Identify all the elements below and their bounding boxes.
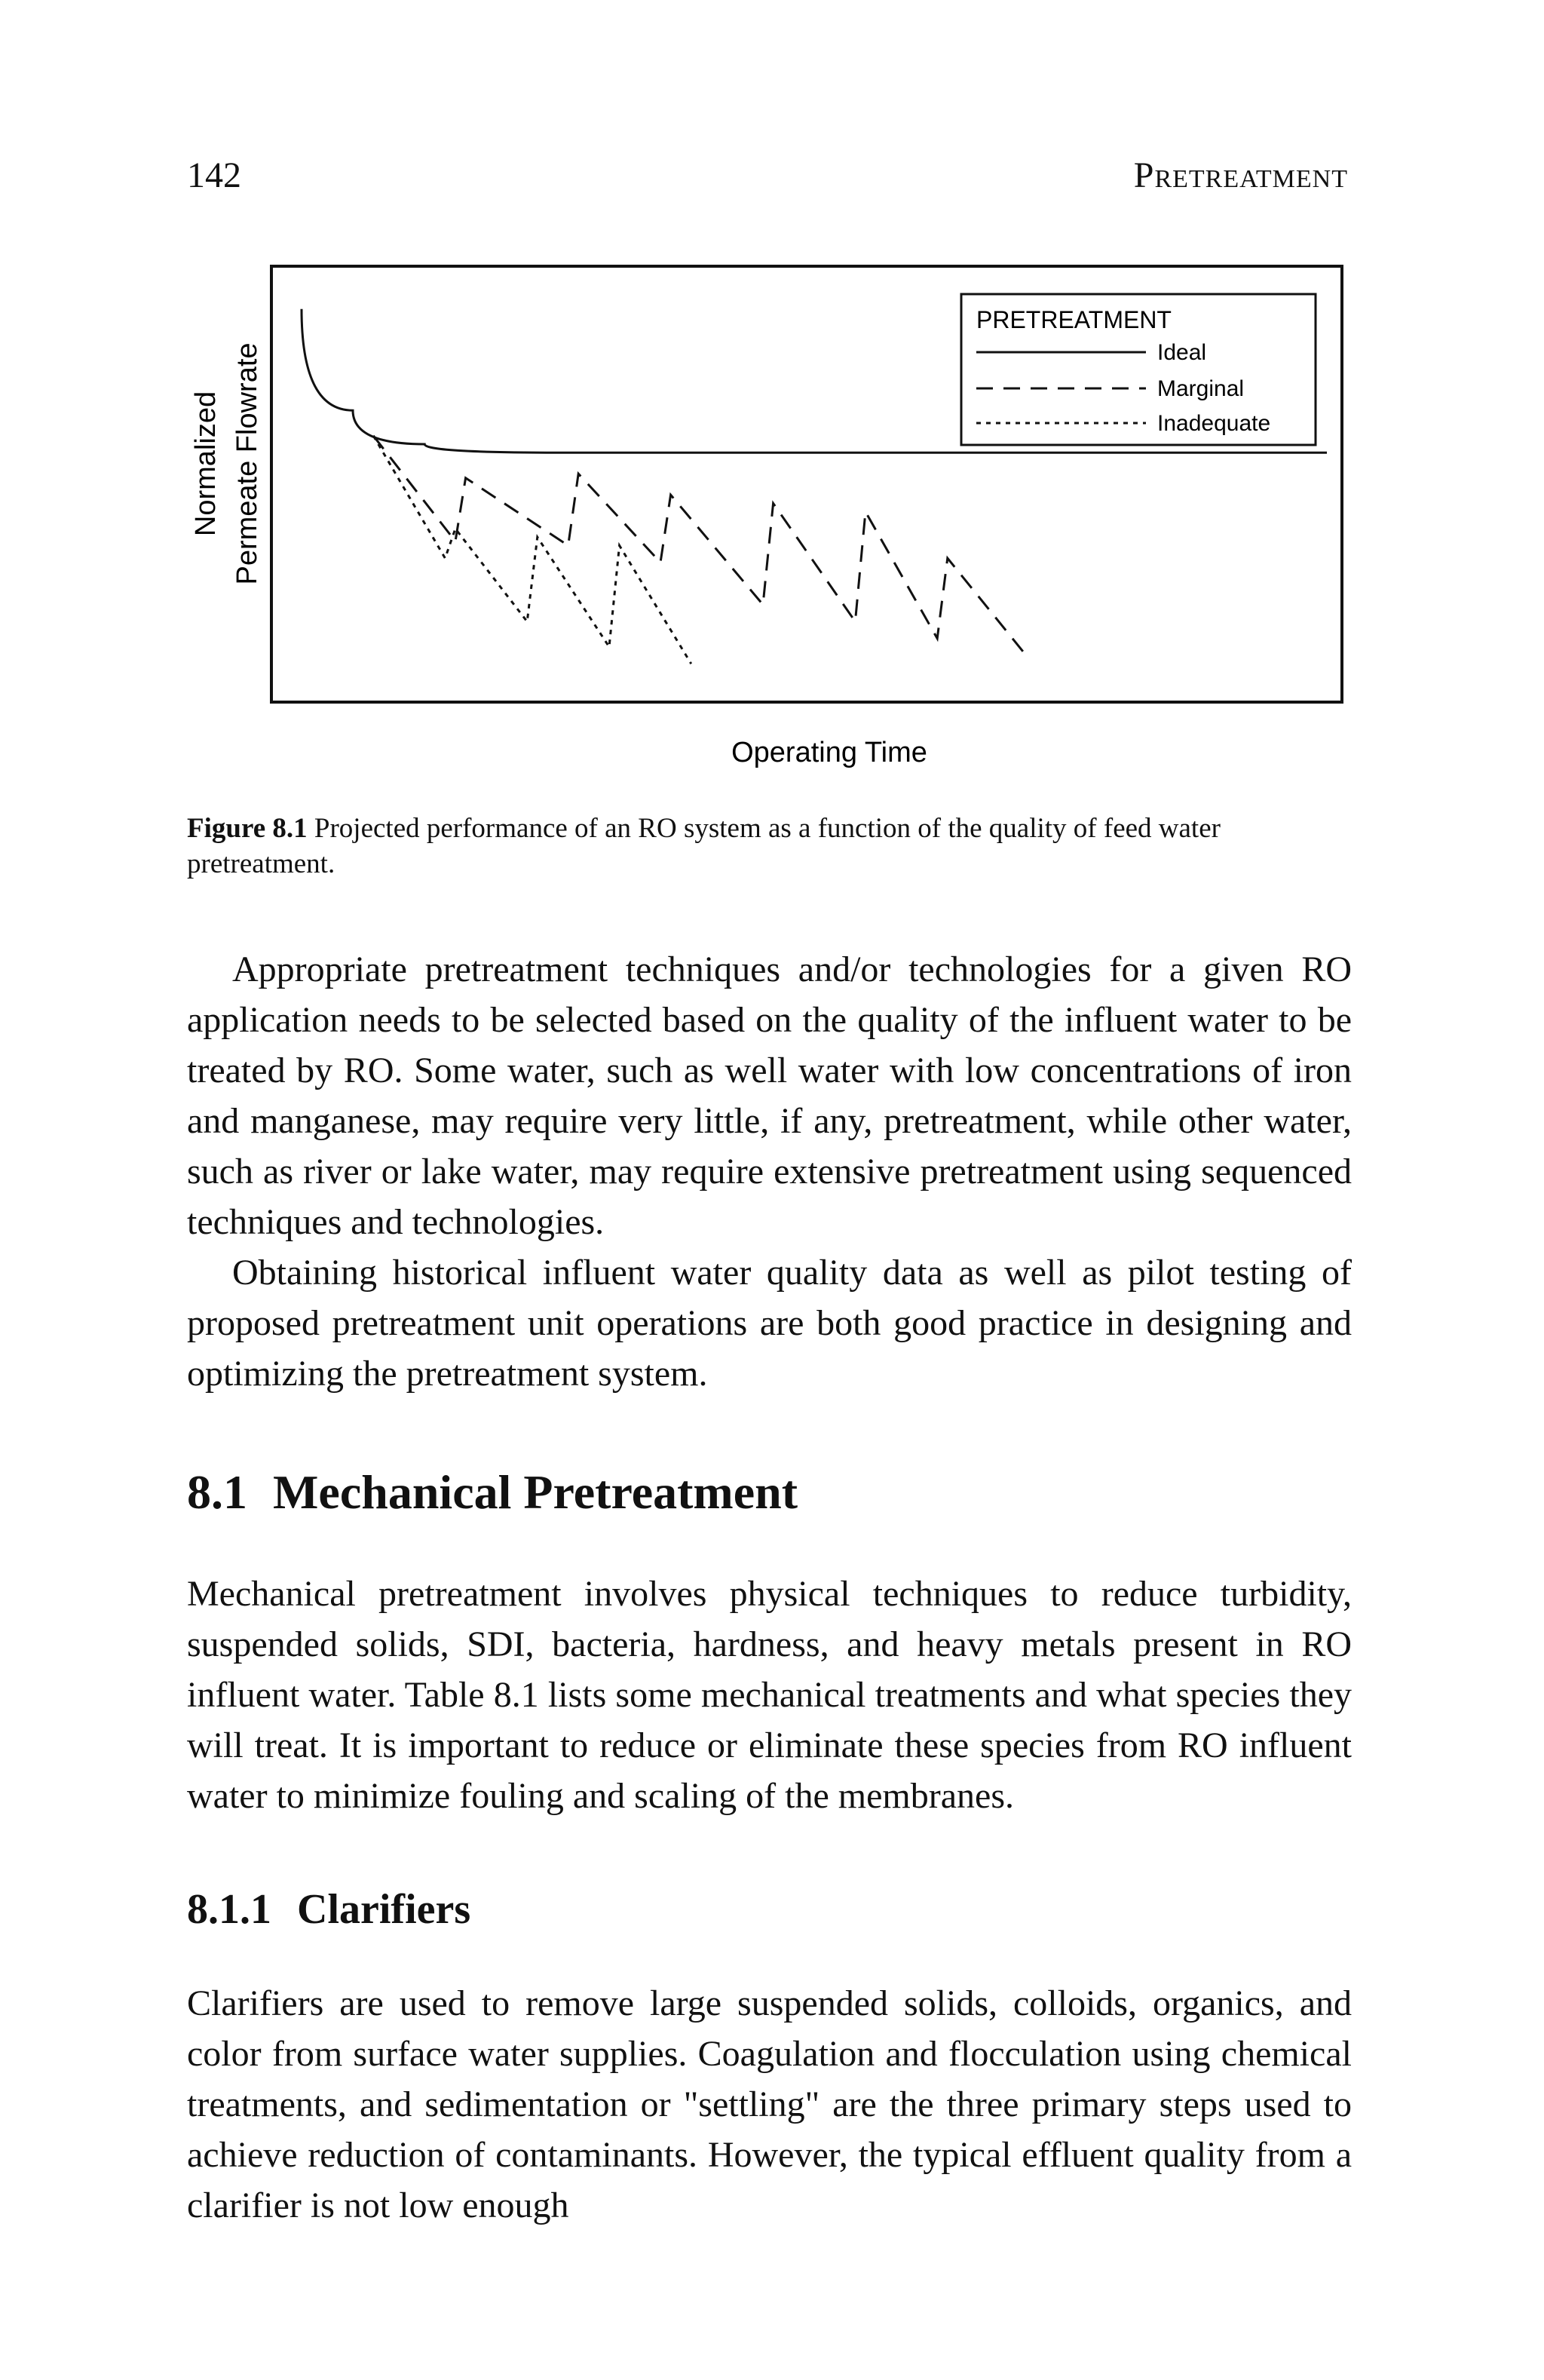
legend-label-ideal: Ideal <box>1157 340 1207 365</box>
intro-text <box>187 944 1352 1399</box>
legend <box>961 294 1316 445</box>
legend-label-marginal: Marginal <box>1157 376 1245 401</box>
section-8-1-1-text <box>187 1978 1352 2231</box>
y-axis-label-line2: Permeate Flowrate <box>231 342 263 585</box>
section-number: 8.1 <box>187 1465 247 1519</box>
performance-chart <box>173 260 1349 833</box>
page-number: 142 <box>187 155 241 195</box>
section-heading-8-1-1 <box>187 1885 470 1934</box>
y-axis-label-line1: Normalized <box>190 391 222 537</box>
section-title: Mechanical Pretreatment <box>273 1465 798 1519</box>
paragraph: Mechanical pretreatment involves physical techniques to reduce turbidity, suspended solids, SDI, bacteria, hardness, and heavy metals present in RO influent water. Table 8.1 lists some mechanical treatments and what species they will treat. It is important to reduce or eliminate these species from RO influent water to minimize fouling and scaling of the membranes. <box>187 1574 1352 1816</box>
section-title: Clarifiers <box>297 1886 471 1933</box>
running-head: Pretreatment <box>1133 155 1348 195</box>
section-number: 8.1.1 <box>187 1886 271 1933</box>
figure-8-1 <box>173 260 1349 833</box>
paragraph: Clarifiers are used to remove large suspended solids, colloids, organics, and color from surface water supplies. Coagulation and flocculation using chemical treatments, and sedimentation or "settling" are the three primary steps used to achieve reduction of contaminants. However, the typical effluent quality from a clarifier is not low enough <box>187 1983 1352 2225</box>
paragraph: Appropriate pretreatment techniques and/or technologies for a given RO application needs to be selected based on the quality of the influent water to be treated by RO. Some water, such as well water with low concentrations of iron and manganese, may require very little, if any, pretreatment, while other water, such as river or lake water, may require extensive pretreatment using sequenced techniques and technologies. <box>187 949 1352 1242</box>
section-heading-8-1 <box>187 1464 798 1520</box>
legend-title: PRETREATMENT <box>976 306 1172 333</box>
x-axis-label: Operating Time <box>731 737 927 768</box>
page-header <box>187 155 1348 215</box>
series-inadequate <box>373 436 691 664</box>
paragraph: Obtaining historical influent water quality data as well as pilot testing of proposed pretreatment unit operations are both good practice in designing and optimizing the pretreatment system. <box>187 1253 1352 1394</box>
figure-caption <box>187 811 1352 882</box>
legend-label-inadequate: Inadequate <box>1157 411 1271 436</box>
caption-text: Projected performance of an RO system as a function of the quality of feed water pretreatment. <box>187 813 1221 879</box>
series-marginal <box>373 436 1029 660</box>
caption-label: Figure 8.1 <box>187 813 308 844</box>
section-8-1-text <box>187 1569 1352 1821</box>
